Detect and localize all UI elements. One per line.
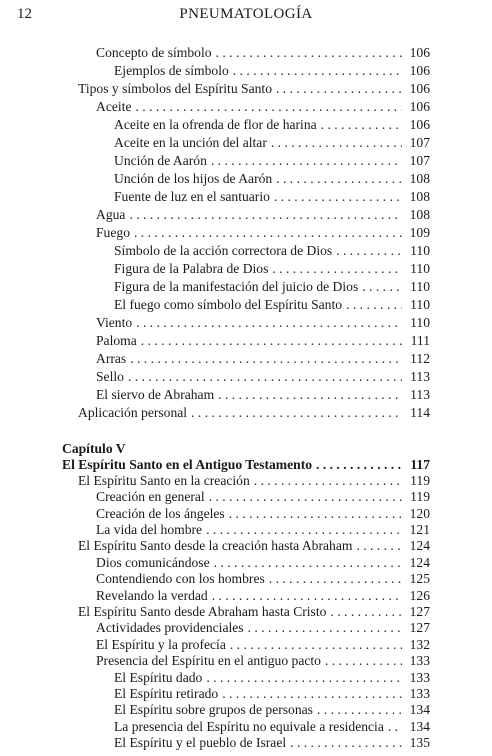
leader-dots — [271, 134, 402, 152]
toc-entry-page: 133 — [409, 653, 430, 669]
chapter-label: Capítulo V — [62, 441, 126, 456]
leader-dots — [321, 116, 402, 134]
toc-entry-page: 110 — [410, 297, 430, 312]
toc-entry-page: 108 — [409, 189, 430, 204]
leader-dots — [336, 242, 402, 260]
toc-entry-text: El Espíritu Santo desde Abraham hasta Cristo — [78, 604, 327, 619]
leader-dots — [269, 571, 402, 587]
toc-entry-page: 119 — [410, 489, 430, 505]
toc-entry — [96, 314, 430, 332]
toc-entry-text: Aceite en la ofrenda de flor de harina — [114, 117, 317, 132]
toc-entry — [78, 404, 430, 422]
toc-entry-page: 124 — [409, 554, 430, 570]
leader-dots — [346, 296, 402, 314]
toc-entry-page: 134 — [409, 702, 430, 718]
toc-entry-page: 113 — [410, 387, 430, 402]
toc-entry — [96, 368, 430, 386]
toc-entry — [114, 242, 430, 260]
toc-entry-page: 110 — [410, 315, 430, 330]
leader-dots — [218, 386, 402, 404]
leader-dots — [191, 404, 402, 422]
toc-entry — [114, 686, 430, 702]
leader-dots — [388, 719, 402, 735]
leader-dots — [248, 620, 402, 636]
leader-dots — [209, 489, 402, 505]
leader-dots — [272, 260, 402, 278]
toc-entry-page: 133 — [409, 669, 430, 685]
leader-dots — [290, 735, 402, 751]
toc-entry-text: Actividades providenciales — [96, 620, 244, 636]
toc-entry-text: Sello — [96, 369, 124, 384]
toc-entry — [114, 719, 430, 735]
toc-entry-page: 114 — [410, 405, 430, 420]
toc-entry-text: Creación de los ángeles — [96, 505, 225, 521]
toc-entry-page: 134 — [409, 718, 430, 734]
toc-entry-text: El Espíritu retirado — [114, 686, 219, 701]
leader-dots — [325, 653, 402, 669]
toc-entry-page: 108 — [409, 207, 430, 222]
toc-entry-text: El Espíritu sobre grupos de personas — [114, 702, 313, 718]
leader-dots — [254, 473, 402, 489]
toc-entry — [96, 506, 430, 522]
toc-entry — [96, 98, 430, 116]
toc-entry — [96, 44, 430, 62]
leader-dots — [214, 555, 402, 571]
toc-entry — [114, 296, 430, 314]
leader-dots — [317, 702, 402, 718]
toc-entry-page: 135 — [409, 735, 430, 751]
toc-entry — [96, 350, 430, 368]
toc-entry-text: Revelando la verdad — [96, 587, 208, 603]
toc-entry-page: 106 — [409, 99, 430, 114]
toc-entry-text: Fuente de luz en el santuario — [114, 189, 270, 204]
toc-entry-page: 112 — [410, 351, 430, 366]
leader-dots — [216, 44, 402, 62]
leader-dots — [128, 368, 402, 386]
toc-entry — [96, 653, 430, 669]
toc-entry-page: 113 — [410, 369, 430, 384]
leader-dots — [276, 170, 402, 188]
toc-entry-text: Unción de los hijos de Aarón — [114, 171, 273, 186]
leader-dots — [136, 314, 402, 332]
leader-dots — [206, 522, 402, 538]
leader-dots — [230, 637, 402, 653]
toc-entry-text: La presencia del Espíritu no equivale a residencia — [114, 718, 384, 734]
toc-entry-page: 107 — [409, 153, 430, 168]
chapter-title-entry — [62, 456, 430, 474]
toc-entry-page: 121 — [409, 522, 430, 537]
toc-entry — [78, 604, 430, 620]
page-number: 12 — [17, 6, 32, 22]
toc-entry-page: 124 — [409, 538, 430, 554]
toc-entry-text: El Espíritu y el pueblo de Israel — [114, 735, 287, 751]
toc-entry-text: Aceite en la unción del altar — [114, 135, 267, 150]
toc-entry-text: Unción de Aarón — [114, 153, 207, 168]
toc-entry — [96, 332, 430, 350]
toc-entry — [114, 260, 430, 278]
leader-dots — [356, 538, 402, 554]
toc-entry-text: El fuego como símbolo del Espíritu Santo — [114, 297, 343, 312]
toc-entry — [114, 134, 430, 152]
toc-entry-page: 106 — [409, 63, 430, 78]
leader-dots — [330, 604, 402, 620]
toc-entry-text: Aceite — [96, 99, 132, 114]
toc-entry — [96, 620, 430, 636]
leader-dots — [274, 188, 402, 206]
toc-entry — [114, 188, 430, 206]
leader-dots — [229, 506, 402, 522]
toc-entry-text: La vida del hombre — [96, 522, 203, 537]
toc-entry-page: 110 — [410, 261, 430, 276]
toc-entry — [114, 702, 430, 718]
toc-entry-page: 106 — [409, 45, 430, 60]
running-header: PNEUMATOLOGÍA — [179, 6, 313, 22]
toc-entry-page: 107 — [409, 135, 430, 150]
toc-entry-text: Fuego — [96, 225, 130, 240]
leader-dots — [130, 350, 402, 368]
leader-dots — [141, 332, 402, 350]
toc-entry-text: Arras — [96, 351, 127, 366]
toc-entry-page: 127 — [409, 604, 430, 619]
toc-entry — [114, 116, 430, 134]
toc-entry-page: 127 — [409, 620, 430, 636]
toc-entry — [96, 522, 430, 538]
toc-entry-page: 111 — [410, 333, 430, 348]
leader-dots — [206, 670, 402, 686]
toc-entry — [96, 555, 430, 571]
toc-entry — [96, 206, 430, 224]
toc-entry — [78, 80, 430, 98]
toc-entry-text: Concepto de símbolo — [96, 45, 212, 60]
toc-entry-text: Aplicación personal — [78, 405, 188, 420]
toc-entry-text: Símbolo de la acción correctora de Dios — [114, 243, 333, 258]
toc-entry-page: 110 — [410, 279, 430, 294]
toc-entry-text: El Espíritu dado — [114, 669, 203, 685]
toc-entry — [114, 670, 430, 686]
toc-entry-text: Ejemplos de símbolo — [114, 63, 229, 78]
toc-entry — [96, 386, 430, 404]
toc-entry-text: El Espíritu Santo desde la creación hasta Abraham — [78, 538, 353, 554]
toc-entry-text: Presencia del Espíritu en el antiguo pacto — [96, 653, 321, 669]
toc-entry — [78, 473, 430, 489]
toc-entry — [114, 152, 430, 170]
toc-entry-page: 106 — [409, 81, 430, 96]
toc-entry-text: Viento — [96, 315, 133, 330]
leader-dots — [276, 80, 402, 98]
toc-entry — [114, 62, 430, 80]
toc-entry-text: Tipos y símbolos del Espíritu Santo — [78, 81, 272, 96]
toc-entry — [96, 224, 430, 242]
leader-dots — [134, 224, 402, 242]
toc-entry — [114, 278, 430, 296]
toc-entry — [114, 170, 430, 188]
toc-entry-page: 125 — [409, 571, 430, 587]
toc-entry-page: 126 — [409, 587, 430, 603]
toc-entry-page: 132 — [409, 636, 430, 652]
toc-entry — [96, 489, 430, 505]
toc-entry-page: 119 — [410, 472, 430, 488]
leader-dots — [129, 206, 402, 224]
toc-entry-text: El Espíritu y la profecía — [96, 636, 226, 652]
toc-entry — [96, 637, 430, 653]
toc-entry-page: 106 — [409, 117, 430, 132]
toc-entry — [114, 735, 430, 751]
leader-dots — [211, 152, 402, 170]
toc-entry — [78, 538, 430, 554]
toc-entry-text: Figura de la Palabra de Dios — [114, 261, 269, 276]
toc-entry-text: El Espíritu Santo en la creación — [78, 472, 250, 488]
toc-entry-text: El siervo de Abraham — [96, 387, 215, 402]
toc-entry — [96, 588, 430, 604]
toc-entry-text: Creación en general — [96, 489, 205, 505]
leader-dots — [135, 98, 402, 116]
toc-entry-page: 109 — [409, 225, 430, 240]
leader-dots — [222, 686, 402, 702]
toc-entry-page: 133 — [409, 686, 430, 701]
leader-dots — [212, 588, 402, 604]
toc-entry-text: Contendiendo con los hombres — [96, 571, 265, 587]
toc-entry-page: 108 — [409, 171, 430, 186]
toc-entry-text: Dios comunicándose — [96, 554, 210, 570]
toc-entry-page: 120 — [409, 505, 430, 521]
toc-entry-text: Agua — [96, 207, 126, 222]
toc-entry-text: Paloma — [96, 333, 137, 348]
chapter-title: El Espíritu Santo en el Antiguo Testamento — [62, 457, 313, 473]
leader-dots — [362, 278, 402, 296]
toc-entry-text: Figura de la manifestación del juicio de Dios — [114, 279, 359, 294]
chapter-title-page: 117 — [410, 457, 430, 473]
toc-entry — [96, 571, 430, 587]
toc-entry-page: 110 — [410, 243, 430, 258]
leader-dots — [233, 62, 402, 80]
leader-dots — [316, 456, 402, 474]
